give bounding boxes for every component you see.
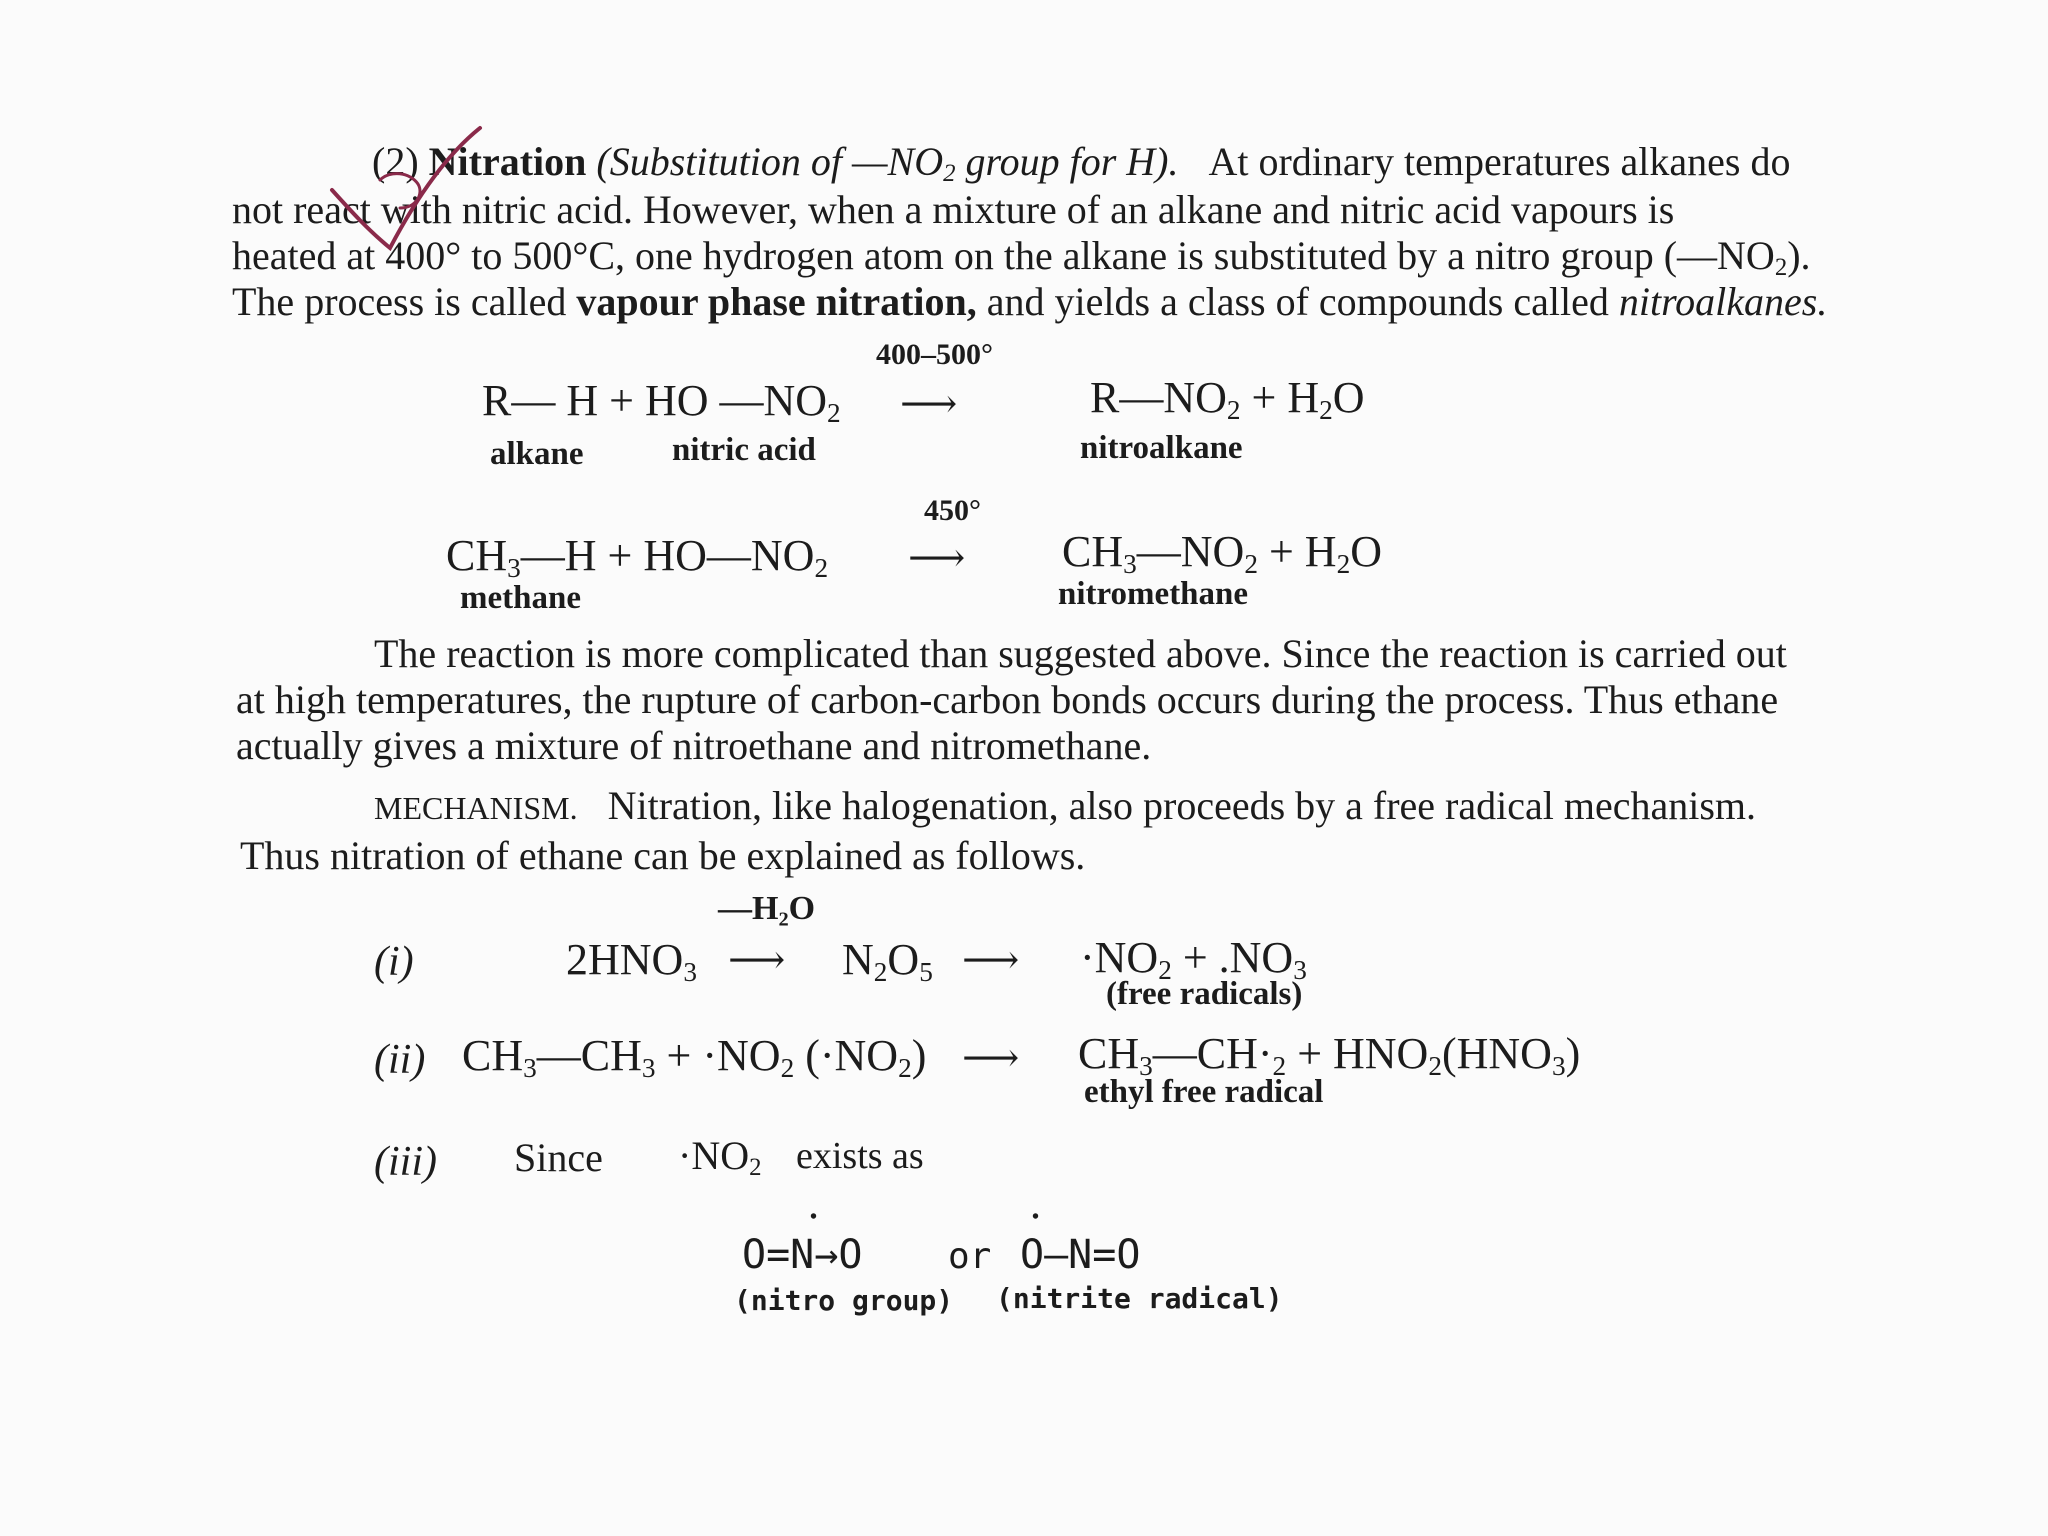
eq2-reactants: $CH_3—H$ + $HO—NO_2$: [446, 531, 829, 583]
nitrite-label: (nitrite radical): [996, 1282, 1283, 1315]
eq1-products: $R—NO_2 + H_2O$: [1090, 373, 1365, 425]
step3-number: (iii): [374, 1139, 437, 1185]
structures-or: or: [948, 1236, 992, 1277]
para2-line3: actually gives a mixture of nitroethane and nitromethane.: [236, 723, 1152, 768]
eq1-condition: 400–500°: [876, 338, 993, 371]
section-number: (2): [372, 139, 419, 184]
eq2-arrow: ⟶: [908, 535, 966, 580]
mechanism-label: MECHANISM.: [374, 790, 578, 826]
step2-number: (ii): [374, 1037, 426, 1083]
nitro-dot: •: [810, 1206, 818, 1228]
section-heading: Nitration: [428, 139, 587, 184]
para2-line1: The reaction is more complicated than suggested above. Since the reaction is carried out: [374, 631, 1787, 676]
step1-products: $\cdot NO_2 + .NO_3$: [1080, 933, 1307, 985]
eq2-condition: 450°: [924, 494, 981, 527]
step2-label: ethyl free radical: [1084, 1074, 1324, 1110]
nitro-label: (nitro group): [734, 1284, 954, 1317]
nitrite-dot: •: [1032, 1206, 1040, 1228]
step3-since: Since: [514, 1135, 603, 1180]
para3-line1: MECHANISM. Nitration, like halogenation, also proceeds by a free radical mechanism.: [374, 783, 1757, 828]
step1-intermediate: $N_2O_5$: [842, 935, 933, 987]
eq1-label-product: nitroalkane: [1080, 430, 1243, 466]
eq1-label-alkane: alkane: [490, 436, 584, 472]
para2-line2: at high temperatures, the rupture of carbon-carbon bonds occurs during the process. Thus ethane: [236, 677, 1779, 722]
eq1-arrow: ⟶: [900, 381, 958, 426]
para1-line3: heated at 400° to 500°C, one hydrogen atom on the alkane is substituted by a nitro group $(—NO_2)$.: [232, 233, 1811, 282]
section-subheading: (Substitution of $—NO_2$ group for H).: [596, 139, 1179, 188]
eq1-label-acid: nitric acid: [672, 432, 816, 468]
handwritten-check-mark: [320, 120, 540, 260]
para1-line1: [372, 139, 1791, 188]
step1-label: (free radicals): [1106, 976, 1303, 1012]
step1-arrow2: ⟶: [962, 937, 1020, 982]
para3-line2: Thus nitration of ethane can be explained as follows.: [240, 833, 1086, 878]
eq2-label-methane: methane: [460, 580, 581, 616]
nitro-structure: O=N→O: [742, 1232, 863, 1278]
eq1-reactants: R— H + HO $—NO_2$: [482, 376, 841, 428]
step2-products: $CH_3—CH\cdot_2 + HNO_2(HNO_3)$: [1078, 1029, 1581, 1081]
step3-no2: $\cdot NO_2$: [678, 1133, 762, 1182]
para1-line1-rest: At ordinary temperatures alkanes do: [1208, 139, 1791, 184]
eq2-label-product: nitromethane: [1058, 576, 1249, 612]
step1-condition: —H₂O: [718, 890, 816, 927]
step3-exists: exists as: [796, 1135, 924, 1177]
nitrite-structure: O—N=O: [1020, 1232, 1141, 1278]
para1-line2: not react with nitric acid. However, when a mixture of an alkane and nitric acid vapours is: [232, 187, 1675, 232]
step1-arrow1: ⟶: [728, 937, 786, 982]
step1-number: (i): [374, 939, 414, 985]
step2-reactants: $CH_3—CH_3 + \cdot NO_2$ $(\cdot NO_2)$: [462, 1031, 927, 1083]
para1-line4: The process is called vapour phase nitration, and yields a class of compounds called nitroalkanes.: [232, 279, 1828, 324]
step2-arrow: ⟶: [962, 1035, 1020, 1080]
eq2-products: $CH_3—NO_2 + H_2O$: [1062, 527, 1382, 579]
step1-reactant: $2HNO_3$: [566, 935, 697, 987]
